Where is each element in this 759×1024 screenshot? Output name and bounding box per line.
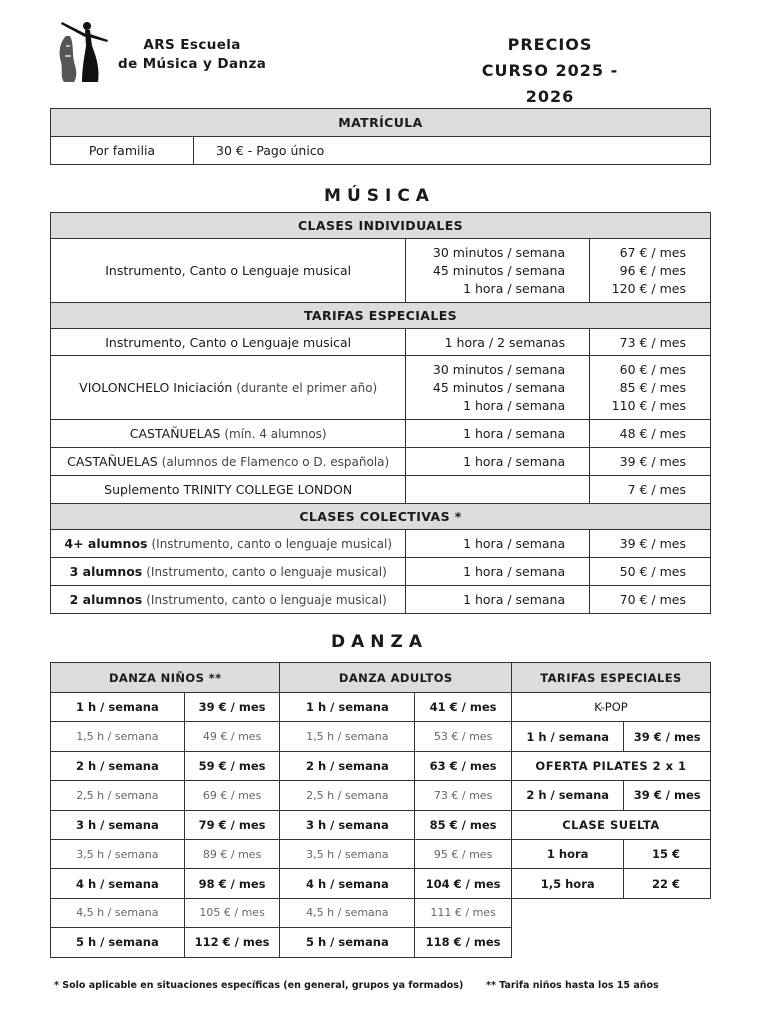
castanuelas-label: CASTAÑUELAS (129, 426, 221, 441)
matricula-value: 30 € - Pago único (194, 137, 711, 165)
danza-adultos-heading: DANZA ADULTOS (280, 663, 512, 693)
danza-ninos-price: 69 € / mes (184, 781, 280, 810)
danza-row (51, 898, 512, 927)
title-line-2: CURSO 2025 - 2026 (481, 61, 619, 106)
danza-adultos-hours: 1 h / semana (280, 693, 415, 722)
colectivas-heading: CLASES COLECTIVAS * (51, 504, 711, 530)
danza-ninos-hours: 1 h / semana (51, 693, 185, 722)
danza-ninos-price: 89 € / mes (184, 839, 280, 868)
danza-ninos-price: 59 € / mes (184, 751, 280, 780)
especial-row1-name: Instrumento, Canto o Lenguaje musical (51, 329, 406, 356)
danza-adultos-hours: 2 h / semana (280, 751, 415, 780)
trinity-price: 7 € / mes (590, 476, 711, 504)
colectiva-duration: 1 hora / semana (406, 530, 590, 558)
individuales-prices (590, 239, 711, 303)
pilates-hours: 2 h / semana (512, 781, 624, 810)
danza-especiales-table (511, 662, 711, 899)
danza-ninos-price: 112 € / mes (184, 928, 280, 957)
danza-row (51, 810, 512, 839)
danza-ninos-price: 39 € / mes (184, 693, 280, 722)
kpop-label: K-POP (512, 693, 711, 722)
colectiva-price: 39 € / mes (590, 530, 711, 558)
violonchelo-durations (406, 356, 590, 420)
suelta2-hours: 1,5 hora (512, 869, 624, 898)
trinity-duration (406, 476, 590, 504)
title-line-1: PRECIOS (507, 35, 593, 54)
danza-adultos-hours: 3 h / semana (280, 810, 415, 839)
violonchelo-label: VIOLONCHELO Iniciación (79, 380, 233, 395)
dancer-cello-logo (52, 16, 112, 84)
danza-adultos-hours: 4 h / semana (280, 869, 415, 898)
colectiva-label: 4+ alumnos (64, 536, 148, 551)
violonchelo-name (51, 356, 406, 420)
price: 60 € / mes (619, 361, 686, 377)
danza-title: DANZA (331, 632, 428, 652)
violonchelo-prices (590, 356, 711, 420)
castanuelas-name (51, 420, 406, 448)
colectiva-duration: 1 hora / semana (406, 558, 590, 586)
danza-ninos-price: 79 € / mes (184, 810, 280, 839)
danza-adultos-hours: 1,5 h / semana (280, 722, 415, 751)
suelta2-price: 22 € (624, 869, 711, 898)
danza-especiales-heading: TARIFAS ESPECIALES (512, 663, 711, 693)
danza-adultos-hours: 4,5 h / semana (280, 898, 415, 927)
castanuelas-flamenco-price: 39 € / mes (590, 448, 711, 476)
danza-table (50, 662, 512, 958)
colectiva-row (51, 586, 406, 614)
colectiva-row (51, 558, 406, 586)
danza-row (51, 722, 512, 751)
suelta1-price: 15 € (624, 839, 711, 868)
danza-adultos-hours: 3,5 h / semana (280, 839, 415, 868)
danza-ninos-hours: 2,5 h / semana (51, 781, 185, 810)
danza-adultos-price: 104 € / mes (415, 869, 512, 898)
individuales-heading: CLASES INDIVIDUALES (51, 213, 711, 239)
price: 96 € / mes (619, 262, 686, 278)
danza-ninos-hours: 2 h / semana (51, 751, 185, 780)
colectiva-price: 70 € / mes (590, 586, 711, 614)
danza-row (51, 751, 512, 780)
footnote-1: * Solo aplicable en situaciones específicas (en general, grupos ya formados) (54, 980, 464, 991)
duration: 30 minutos / semana (432, 361, 566, 377)
castanuelas-flamenco-duration: 1 hora / semana (406, 448, 590, 476)
danza-adultos-price: 95 € / mes (415, 839, 512, 868)
duration: 1 hora / semana (463, 397, 566, 413)
danza-ninos-hours: 4 h / semana (51, 869, 185, 898)
danza-adultos-price: 85 € / mes (415, 810, 512, 839)
school-line-1: ARS Escuela (143, 37, 241, 53)
danza-row (51, 781, 512, 810)
especial-row1-duration: 1 hora / 2 semanas (406, 329, 590, 356)
danza-adultos-price: 41 € / mes (415, 693, 512, 722)
individuales-name: Instrumento, Canto o Lenguaje musical (51, 239, 406, 303)
footnote-2: ** Tarifa niños hasta los 15 años (486, 980, 659, 991)
danza-ninos-hours: 5 h / semana (51, 928, 185, 957)
danza-row (51, 869, 512, 898)
trinity-name: Suplemento TRINITY COLLEGE LONDON (51, 476, 406, 504)
danza-ninos-heading: DANZA NIÑOS ** (51, 663, 280, 693)
page-title (470, 32, 630, 110)
castanuelas-flamenco-label: CASTAÑUELAS (67, 454, 158, 469)
colectiva-note: (Instrumento, canto o lenguaje musical) (146, 593, 387, 607)
suelta1-hours: 1 hora (512, 839, 624, 868)
duration: 1 hora / semana (463, 280, 566, 296)
danza-ninos-hours: 3 h / semana (51, 810, 185, 839)
especiales-heading: TARIFAS ESPECIALES (51, 303, 711, 329)
danza-adultos-price: 53 € / mes (415, 722, 512, 751)
danza-row (51, 928, 512, 957)
colectiva-row (51, 530, 406, 558)
danza-adultos-price: 118 € / mes (415, 928, 512, 957)
danza-adultos-hours: 5 h / semana (280, 928, 415, 957)
colectiva-price: 50 € / mes (590, 558, 711, 586)
castanuelas-flamenco-note: (alumnos de Flamenco o D. española) (161, 455, 390, 469)
school-name (118, 36, 266, 74)
price: 110 € / mes (611, 397, 686, 413)
danza-adultos-hours: 2,5 h / semana (280, 781, 415, 810)
kpop-price: 39 € / mes (624, 722, 711, 751)
price: 67 € / mes (619, 244, 686, 260)
clase-suelta-label: CLASE SUELTA (512, 810, 711, 839)
danza-row (51, 693, 512, 722)
kpop-hours: 1 h / semana (512, 722, 624, 751)
danza-ninos-price: 105 € / mes (184, 898, 280, 927)
danza-ninos-price: 98 € / mes (184, 869, 280, 898)
castanuelas-note: (mín. 4 alumnos) (224, 427, 327, 441)
danza-ninos-hours: 3,5 h / semana (51, 839, 185, 868)
duration: 30 minutos / semana (432, 244, 566, 260)
matricula-table (50, 108, 711, 165)
danza-adultos-price: 63 € / mes (415, 751, 512, 780)
danza-adultos-price: 73 € / mes (415, 781, 512, 810)
colectiva-note: (Instrumento, canto o lenguaje musical) (146, 565, 387, 579)
musica-title: MÚSICA (324, 186, 435, 206)
violonchelo-note: (durante el primer año) (236, 381, 378, 395)
price: 85 € / mes (619, 379, 686, 395)
school-line-2: de Música y Danza (118, 56, 267, 72)
colectiva-label: 3 alumnos (69, 564, 143, 579)
colectiva-note: (Instrumento, canto o lenguaje musical) (151, 537, 392, 551)
duration: 45 minutos / semana (432, 379, 566, 395)
especial-row1-price: 73 € / mes (590, 329, 711, 356)
pilates-price: 39 € / mes (624, 781, 711, 810)
castanuelas-price: 48 € / mes (590, 420, 711, 448)
matricula-heading: MATRÍCULA (51, 109, 711, 137)
danza-ninos-hours: 4,5 h / semana (51, 898, 185, 927)
price: 120 € / mes (611, 280, 686, 296)
musica-table (50, 212, 711, 614)
colectiva-duration: 1 hora / semana (406, 586, 590, 614)
castanuelas-flamenco-name (51, 448, 406, 476)
individuales-durations (406, 239, 590, 303)
colectiva-label: 2 alumnos (69, 592, 143, 607)
danza-adultos-price: 111 € / mes (415, 898, 512, 927)
matricula-label: Por familia (51, 137, 194, 165)
duration: 45 minutos / semana (432, 262, 566, 278)
pilates-label: OFERTA PILATES 2 x 1 (512, 751, 711, 780)
danza-row (51, 839, 512, 868)
danza-ninos-price: 49 € / mes (184, 722, 280, 751)
danza-ninos-hours: 1,5 h / semana (51, 722, 185, 751)
castanuelas-duration: 1 hora / semana (406, 420, 590, 448)
